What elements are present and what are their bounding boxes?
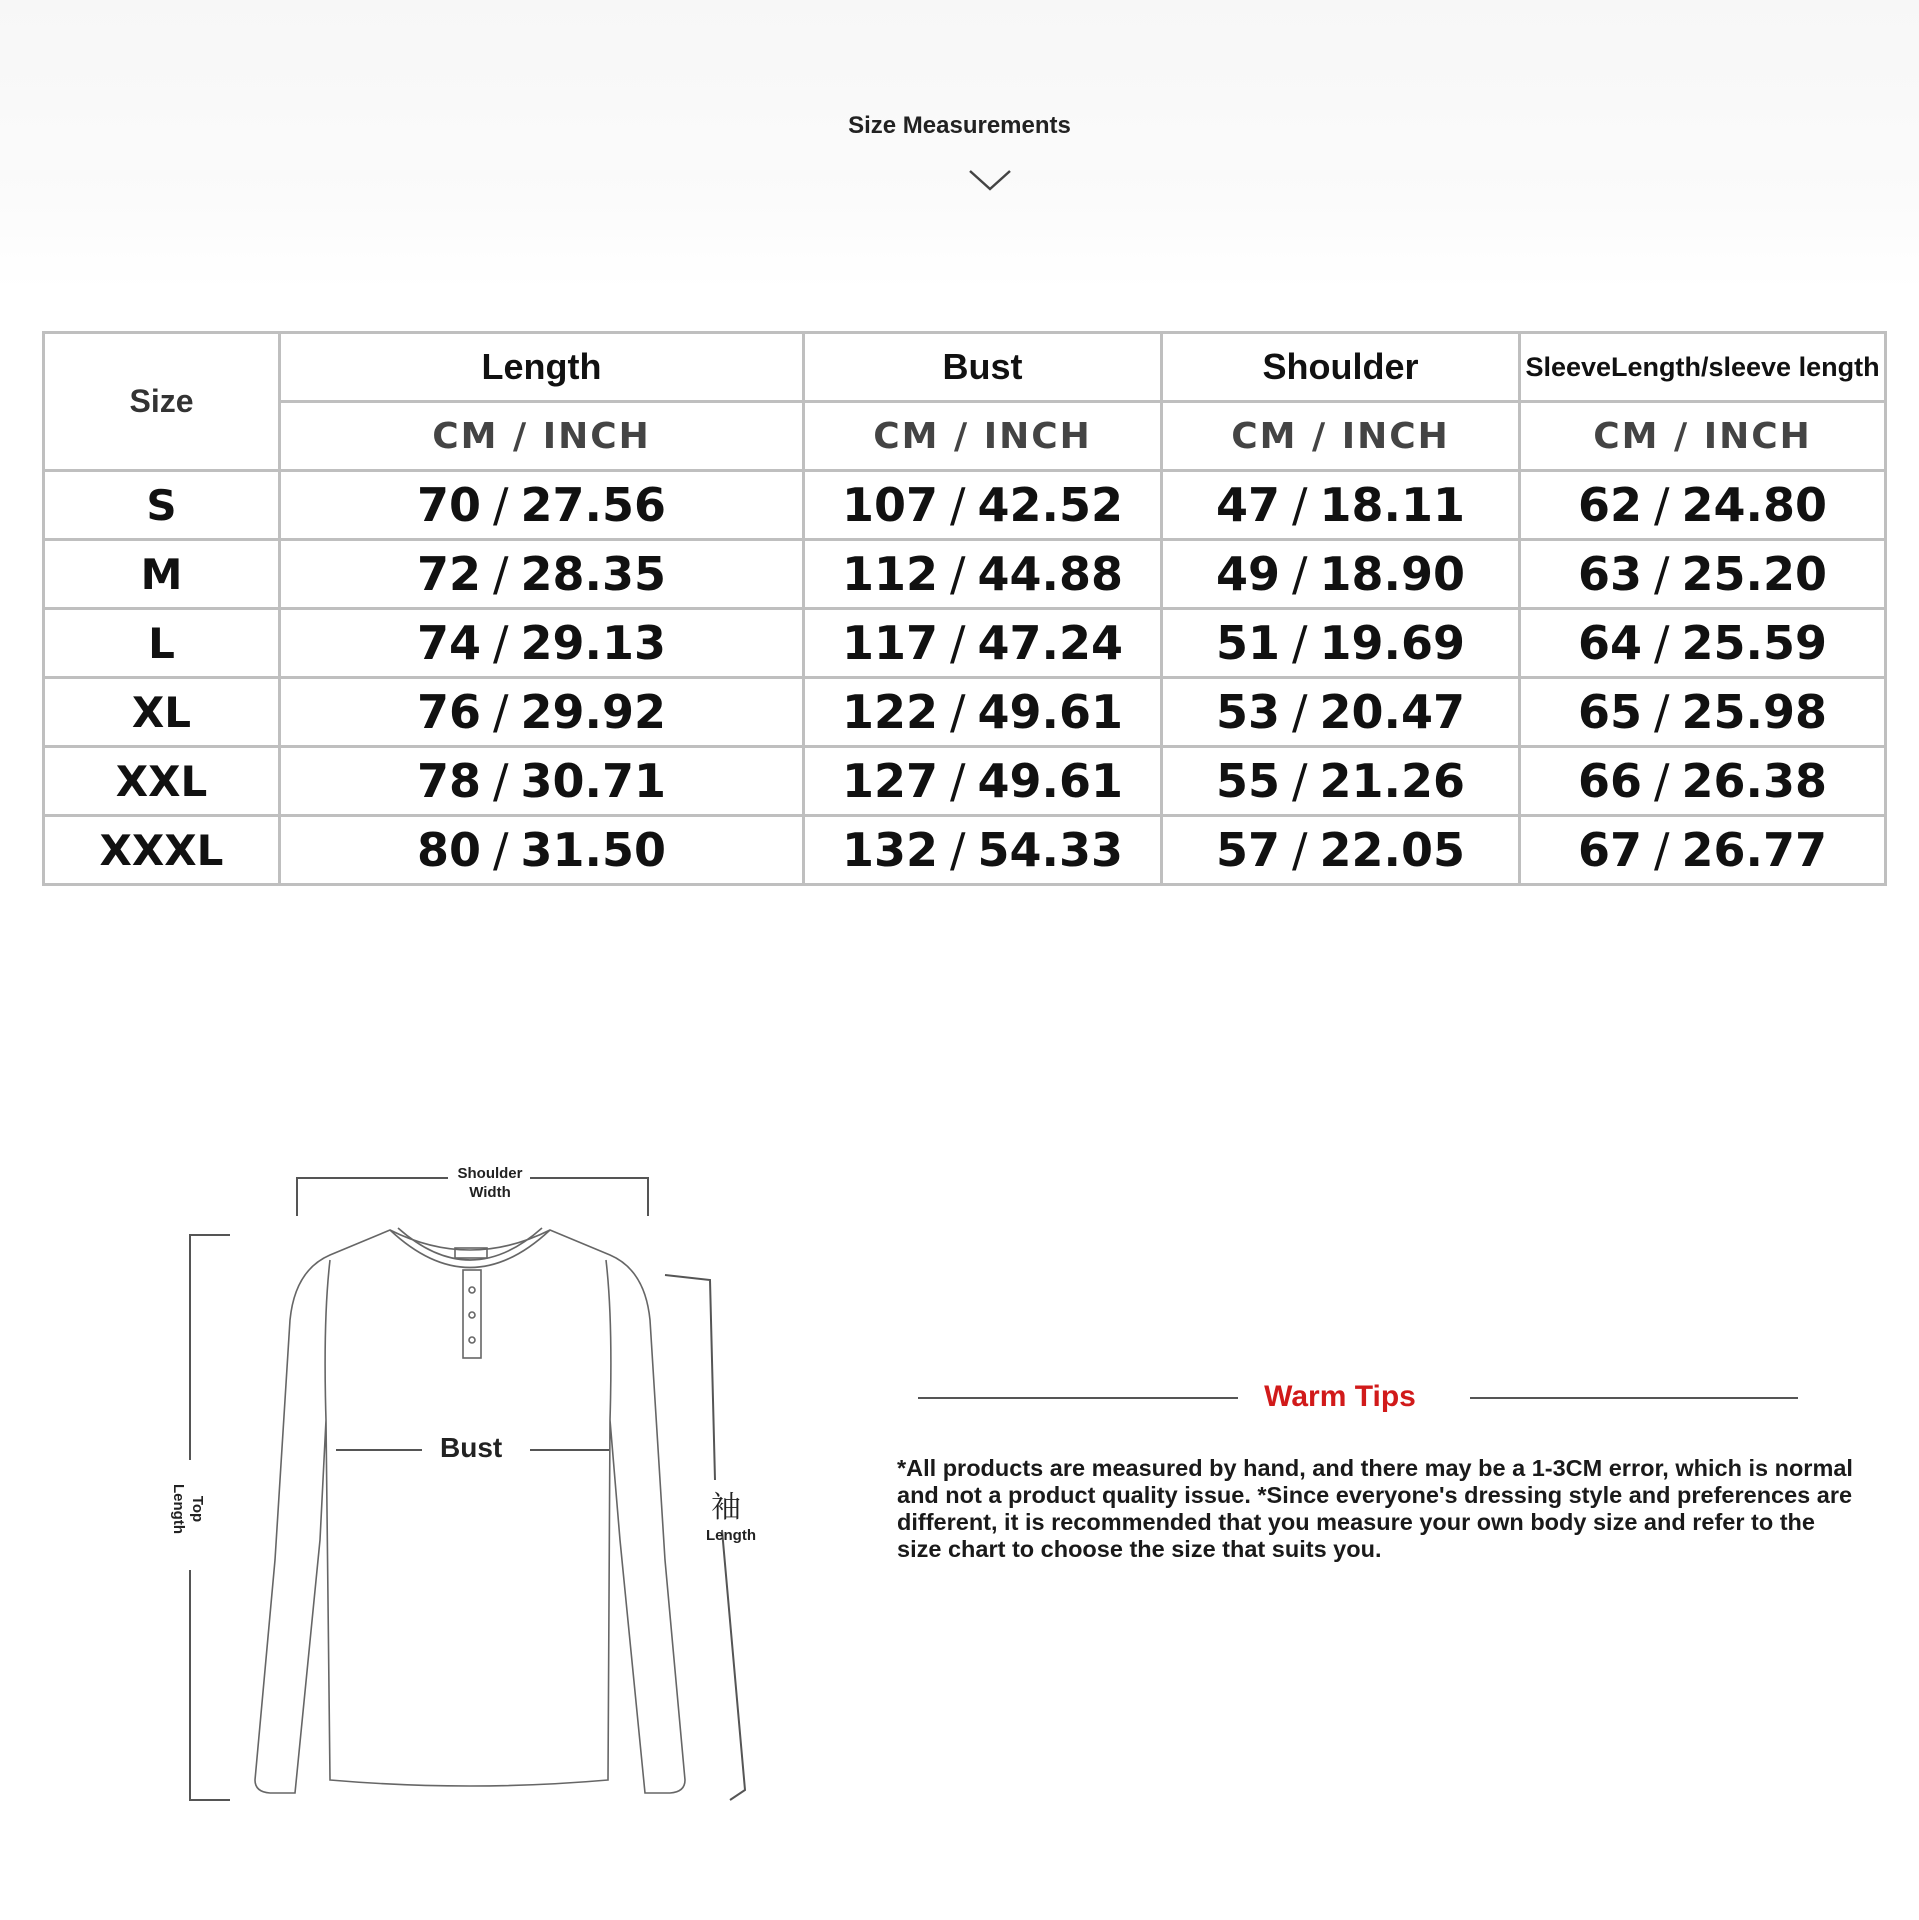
cm-value: 122 [841, 685, 938, 739]
measurement-cell [804, 540, 1162, 609]
value-separator: / [493, 616, 509, 670]
measurement-cell [1520, 678, 1886, 747]
inch-value: 31.50 [520, 823, 667, 877]
metric-header-row [44, 333, 1886, 402]
value-separator: / [1654, 823, 1670, 877]
value-separator: / [1654, 478, 1670, 532]
size-cell: S [44, 471, 280, 540]
chevron-down-icon [968, 168, 1012, 192]
bust-header: Bust [804, 333, 1162, 402]
inch-value: 42.52 [977, 478, 1124, 532]
measurement-cell [804, 678, 1162, 747]
unit-label: CM / INCH [1162, 402, 1520, 471]
inch-value: 24.80 [1681, 478, 1828, 532]
inch-value: 28.35 [520, 547, 667, 601]
size-cell: XL [44, 678, 280, 747]
value-separator: / [1654, 754, 1670, 808]
cm-value: 49 [1215, 547, 1280, 601]
cm-value: 127 [841, 754, 938, 808]
inch-value: 26.77 [1681, 823, 1828, 877]
inch-value: 29.92 [520, 685, 667, 739]
inch-value: 18.90 [1319, 547, 1466, 601]
size-cell: L [44, 609, 280, 678]
value-separator: / [493, 547, 509, 601]
cm-value: 132 [841, 823, 938, 877]
value-separator: / [950, 478, 966, 532]
value-separator: / [1292, 616, 1308, 670]
bust-label: Bust [440, 1432, 503, 1463]
header-band [0, 0, 1919, 290]
value-separator: / [493, 754, 509, 808]
measurement-cell [1520, 747, 1886, 816]
measurement-cell [1162, 609, 1520, 678]
cm-value: 53 [1215, 685, 1280, 739]
inch-value: 47.24 [977, 616, 1124, 670]
measurement-cell [1520, 816, 1886, 885]
cm-value: 74 [416, 616, 481, 670]
value-separator: / [493, 823, 509, 877]
measurement-cell [280, 540, 804, 609]
cm-value: 62 [1577, 478, 1642, 532]
inch-value: 25.20 [1681, 547, 1828, 601]
top-length-label: Top Length [170, 1484, 206, 1534]
measurement-cell [1162, 816, 1520, 885]
measurement-cell [1520, 609, 1886, 678]
value-separator: / [950, 754, 966, 808]
inch-value: 26.38 [1681, 754, 1828, 808]
inch-value: 22.05 [1319, 823, 1466, 877]
garment-diagram [140, 1120, 820, 1840]
size-chart-table [42, 331, 1887, 886]
length-header: Length [280, 333, 804, 402]
unit-label: CM / INCH [280, 402, 804, 471]
cm-value: 78 [416, 754, 481, 808]
inch-value: 27.56 [520, 478, 667, 532]
cm-value: 51 [1215, 616, 1280, 670]
inch-value: 18.11 [1319, 478, 1466, 532]
inch-value: 21.26 [1319, 754, 1466, 808]
measurement-cell [280, 678, 804, 747]
value-separator: / [1292, 685, 1308, 739]
unit-header-row [44, 402, 1886, 471]
tips-divider-left [918, 1397, 1238, 1399]
inch-value: 44.88 [977, 547, 1124, 601]
cm-value: 64 [1577, 616, 1642, 670]
table-row [44, 609, 1886, 678]
value-separator: / [950, 616, 966, 670]
cm-value: 107 [841, 478, 938, 532]
cm-value: 76 [416, 685, 481, 739]
table-row [44, 471, 1886, 540]
inch-value: 25.98 [1681, 685, 1828, 739]
value-separator: / [1292, 478, 1308, 532]
measurement-cell [804, 471, 1162, 540]
value-separator: / [1654, 616, 1670, 670]
unit-label: CM / INCH [1520, 402, 1886, 471]
shoulder-header: Shoulder [1162, 333, 1520, 402]
size-cell: M [44, 540, 280, 609]
measurement-cell [804, 609, 1162, 678]
warm-tips-text: *All products are measured by hand, and there may be a 1-3CM error, which is normal and not a product quality issue. *Since everyone's dressing style and preferences are different, it is recommended that you measure your own body size and refer to the size chart to choose the size that suits you. [897, 1455, 1853, 1562]
inch-value: 25.59 [1681, 616, 1828, 670]
table-row [44, 816, 1886, 885]
measurement-cell [280, 609, 804, 678]
inch-value: 20.47 [1319, 685, 1466, 739]
inch-value: 54.33 [977, 823, 1124, 877]
unit-label: CM / INCH [804, 402, 1162, 471]
measurement-cell [1520, 540, 1886, 609]
inch-value: 19.69 [1319, 616, 1466, 670]
sleeve-length-char: 袖 [711, 1491, 741, 1524]
value-separator: / [493, 478, 509, 532]
measurement-cell [804, 747, 1162, 816]
page-title: Size Measurements [848, 112, 1071, 139]
cm-value: 117 [841, 616, 938, 670]
measurement-cell [1162, 747, 1520, 816]
cm-value: 55 [1215, 754, 1280, 808]
value-separator: / [1292, 823, 1308, 877]
table-row [44, 747, 1886, 816]
inch-value: 30.71 [520, 754, 667, 808]
cm-value: 67 [1577, 823, 1642, 877]
value-separator: / [950, 685, 966, 739]
cm-value: 112 [841, 547, 938, 601]
cm-value: 70 [416, 478, 481, 532]
size-table-body [44, 471, 1886, 885]
measurement-cell [280, 747, 804, 816]
size-cell: XXXL [44, 816, 280, 885]
measurement-cell [1162, 471, 1520, 540]
cm-value: 65 [1577, 685, 1642, 739]
value-separator: / [1654, 547, 1670, 601]
tips-divider-right [1470, 1397, 1798, 1399]
value-separator: / [1654, 685, 1670, 739]
value-separator: / [493, 685, 509, 739]
measurement-cell [280, 471, 804, 540]
size-column-header: Size [44, 333, 280, 471]
value-separator: / [1292, 547, 1308, 601]
cm-value: 80 [416, 823, 481, 877]
measurement-cell [1162, 540, 1520, 609]
sleeve-length-header: SleeveLength/sleeve length [1520, 333, 1886, 402]
cm-value: 57 [1215, 823, 1280, 877]
cm-value: 63 [1577, 547, 1642, 601]
shoulder-width-label: Shoulder Width [457, 1165, 523, 1201]
size-cell: XXL [44, 747, 280, 816]
table-row [44, 678, 1886, 747]
inch-value: 49.61 [977, 754, 1124, 808]
measurement-cell [804, 816, 1162, 885]
inch-value: 49.61 [977, 685, 1124, 739]
value-separator: / [1292, 754, 1308, 808]
warm-tips-title: Warm Tips [1264, 1380, 1416, 1413]
cm-value: 66 [1577, 754, 1642, 808]
cm-value: 72 [416, 547, 481, 601]
sleeve-length-label: Length [706, 1527, 756, 1544]
inch-value: 29.13 [520, 616, 667, 670]
table-row [44, 540, 1886, 609]
value-separator: / [950, 823, 966, 877]
measurement-cell [1162, 678, 1520, 747]
measurement-cell [1520, 471, 1886, 540]
shirt-outline [140, 1120, 820, 1840]
value-separator: / [950, 547, 966, 601]
cm-value: 47 [1215, 478, 1280, 532]
measurement-cell [280, 816, 804, 885]
